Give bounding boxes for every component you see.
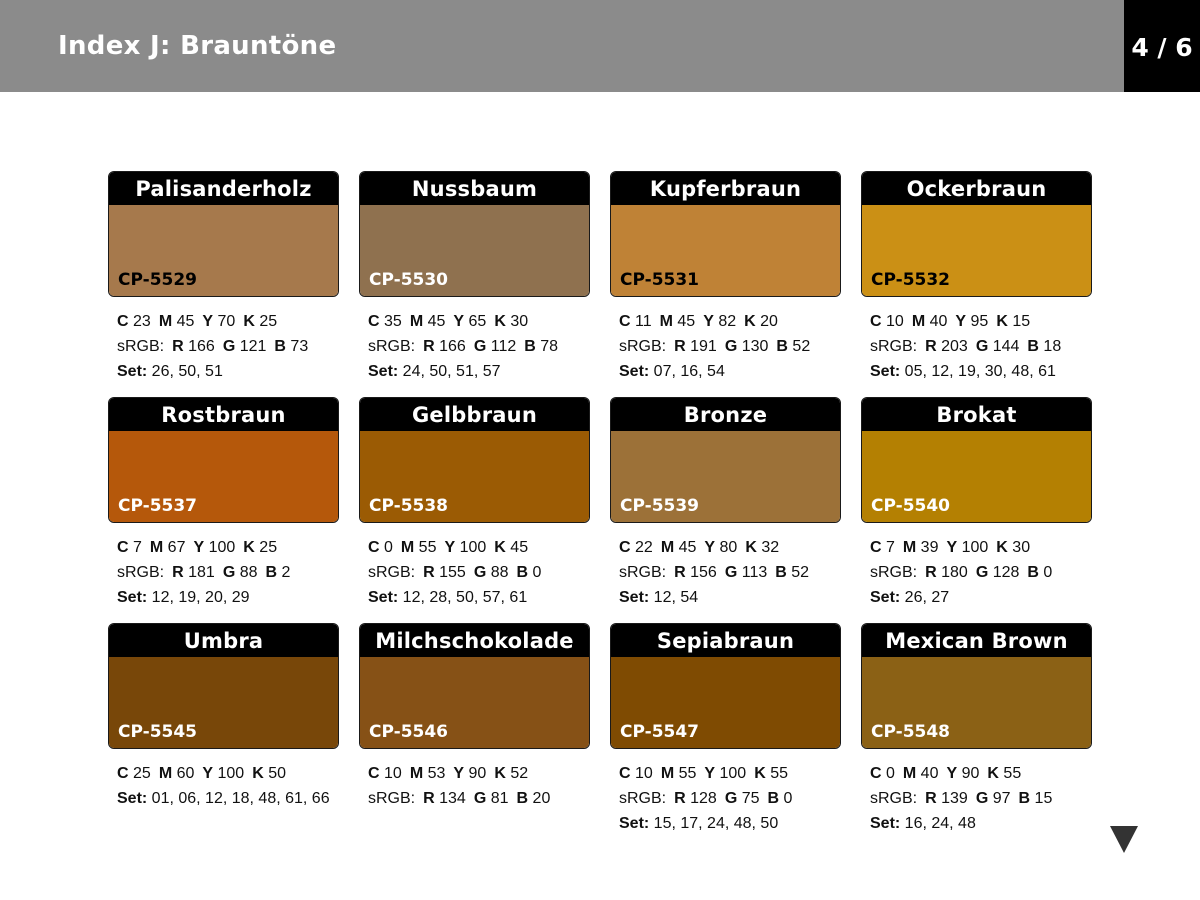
- color-specs: [368, 761, 590, 811]
- color-fill: [611, 657, 840, 748]
- color-code: CP-5532: [871, 270, 951, 290]
- color-card: [610, 171, 841, 384]
- color-swatch: [108, 397, 339, 523]
- color-code: CP-5531: [620, 270, 700, 290]
- set-values: Set: 12, 54: [619, 589, 699, 606]
- cmyk-values: C 7 M 67 Y 100 K 25: [117, 539, 278, 556]
- color-specs: [117, 309, 339, 384]
- color-specs: [870, 535, 1092, 610]
- srgb-values: sRGB: R 180 G 128 B 0: [870, 564, 1053, 581]
- srgb-values: sRGB: R 191 G 130 B 52: [619, 338, 811, 355]
- color-fill: [611, 431, 840, 522]
- cmyk-values: C 0 M 55 Y 100 K 45: [368, 539, 529, 556]
- color-fill: [109, 431, 338, 522]
- color-specs: [619, 761, 841, 836]
- color-swatch: [861, 623, 1092, 749]
- color-card: [108, 171, 339, 384]
- color-code: CP-5530: [369, 270, 449, 290]
- cmyk-values: C 11 M 45 Y 82 K 20: [619, 313, 778, 330]
- color-code: CP-5539: [620, 496, 700, 516]
- color-specs: [117, 761, 339, 811]
- color-fill: [611, 205, 840, 296]
- cmyk-values: C 0 M 40 Y 90 K 55: [870, 765, 1022, 782]
- srgb-values: sRGB: R 166 G 121 B 73: [117, 338, 309, 355]
- cmyk-values: C 10 M 40 Y 95 K 15: [870, 313, 1031, 330]
- color-name: Ockerbraun: [862, 172, 1091, 205]
- srgb-values: sRGB: R 166 G 112 B 78: [368, 338, 559, 355]
- cmyk-values: C 10 M 53 Y 90 K 52: [368, 765, 529, 782]
- srgb-values: sRGB: R 128 G 75 B 0: [619, 790, 793, 807]
- set-values: Set: 15, 17, 24, 48, 50: [619, 815, 779, 832]
- color-swatch: [610, 623, 841, 749]
- color-name: Brokat: [862, 398, 1091, 431]
- color-name: Milchschokolade: [360, 624, 589, 657]
- color-code: CP-5548: [871, 722, 951, 742]
- color-name: Gelbbraun: [360, 398, 589, 431]
- color-code: CP-5547: [620, 722, 700, 742]
- color-card: [861, 397, 1092, 610]
- set-values: Set: 24, 50, 51, 57: [368, 363, 501, 380]
- srgb-values: sRGB: R 203 G 144 B 18: [870, 338, 1062, 355]
- page-title: Index J: Brauntöne: [58, 31, 337, 61]
- color-specs: [870, 761, 1092, 836]
- cmyk-values: C 22 M 45 Y 80 K 32: [619, 539, 780, 556]
- color-fill: [109, 657, 338, 748]
- set-values: Set: 05, 12, 19, 30, 48, 61: [870, 363, 1056, 380]
- cmyk-values: C 25 M 60 Y 100 K 50: [117, 765, 287, 782]
- color-name: Umbra: [109, 624, 338, 657]
- color-fill: [360, 205, 589, 296]
- srgb-values: sRGB: R 139 G 97 B 15: [870, 790, 1053, 807]
- color-specs: [619, 535, 841, 610]
- color-specs: [368, 309, 590, 384]
- color-name: Kupferbraun: [611, 172, 840, 205]
- color-name: Bronze: [611, 398, 840, 431]
- color-card: [861, 171, 1092, 384]
- set-values: Set: 26, 50, 51: [117, 363, 223, 380]
- color-card: [108, 623, 339, 811]
- srgb-values: sRGB: R 134 G 81 B 20: [368, 790, 551, 807]
- cmyk-values: C 7 M 39 Y 100 K 30: [870, 539, 1031, 556]
- cmyk-values: C 23 M 45 Y 70 K 25: [117, 313, 278, 330]
- color-fill: [109, 205, 338, 296]
- color-code: CP-5537: [118, 496, 198, 516]
- color-swatch: [108, 171, 339, 297]
- color-specs: [117, 535, 339, 610]
- set-values: Set: 01, 06, 12, 18, 48, 61, 66: [117, 790, 330, 807]
- cmyk-values: C 10 M 55 Y 100 K 55: [619, 765, 789, 782]
- srgb-values: sRGB: R 181 G 88 B 2: [117, 564, 291, 581]
- color-card: [359, 397, 590, 610]
- color-name: Mexican Brown: [862, 624, 1091, 657]
- color-fill: [862, 431, 1091, 522]
- color-card: [861, 623, 1092, 836]
- color-code: CP-5540: [871, 496, 951, 516]
- color-code: CP-5538: [369, 496, 449, 516]
- color-swatch: [359, 397, 590, 523]
- color-fill: [862, 657, 1091, 748]
- set-values: Set: 07, 16, 54: [619, 363, 725, 380]
- color-card: [610, 623, 841, 836]
- next-page-arrow-icon[interactable]: [1110, 826, 1138, 853]
- color-name: Palisanderholz: [109, 172, 338, 205]
- color-swatch: [108, 623, 339, 749]
- set-values: Set: 12, 28, 50, 57, 61: [368, 589, 528, 606]
- color-card: [610, 397, 841, 610]
- set-values: Set: 12, 19, 20, 29: [117, 589, 250, 606]
- color-code: CP-5545: [118, 722, 198, 742]
- page-header: [0, 0, 1124, 92]
- color-swatch: [861, 397, 1092, 523]
- set-values: Set: 16, 24, 48: [870, 815, 976, 832]
- color-specs: [870, 309, 1092, 384]
- color-fill: [862, 205, 1091, 296]
- color-fill: [360, 431, 589, 522]
- color-card: [359, 623, 590, 811]
- color-swatch: [359, 171, 590, 297]
- color-specs: [619, 309, 841, 384]
- color-card: [359, 171, 590, 384]
- color-fill: [360, 657, 589, 748]
- color-name: Sepiabraun: [611, 624, 840, 657]
- page-number: 4 / 6: [1131, 33, 1193, 62]
- page-indicator: [1124, 0, 1200, 92]
- color-swatch: [861, 171, 1092, 297]
- color-swatch: [610, 397, 841, 523]
- color-card: [108, 397, 339, 610]
- srgb-values: sRGB: R 155 G 88 B 0: [368, 564, 542, 581]
- srgb-values: sRGB: R 156 G 113 B 52: [619, 564, 810, 581]
- color-code: CP-5529: [118, 270, 198, 290]
- set-values: Set: 26, 27: [870, 589, 950, 606]
- color-code: CP-5546: [369, 722, 449, 742]
- color-name: Nussbaum: [360, 172, 589, 205]
- color-swatch: [359, 623, 590, 749]
- cmyk-values: C 35 M 45 Y 65 K 30: [368, 313, 529, 330]
- color-name: Rostbraun: [109, 398, 338, 431]
- color-specs: [368, 535, 590, 610]
- color-swatch: [610, 171, 841, 297]
